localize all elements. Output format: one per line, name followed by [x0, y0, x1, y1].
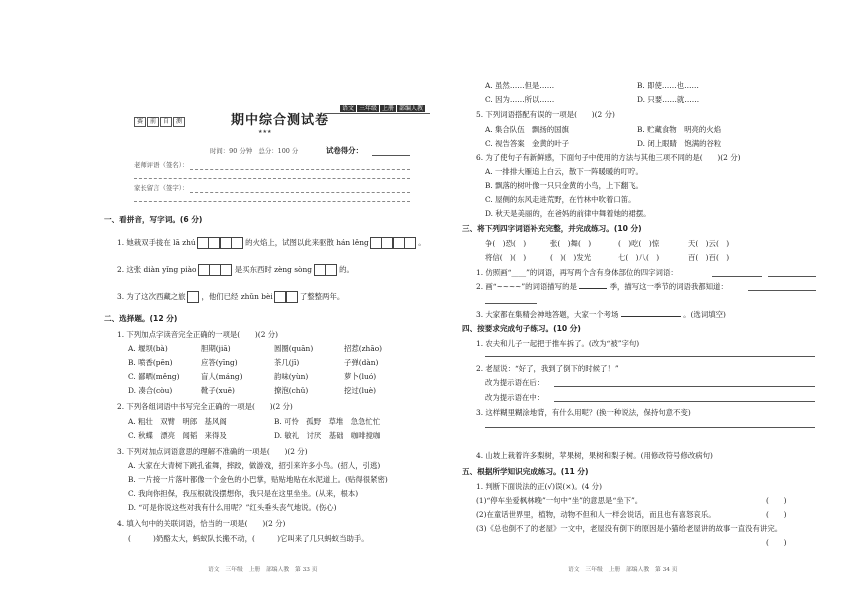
q-text: 3. 为了这次西藏之旅 — [117, 292, 186, 301]
option[interactable]: C. 屋侧的东风走进荒野，在竹林中吹着口笛。 — [485, 195, 636, 204]
tag: 语文 — [342, 105, 355, 112]
tag: 三年级 — [359, 105, 378, 112]
option[interactable]: 盲人(máng) — [201, 372, 243, 381]
option[interactable]: C. 视告答案 金黄的叶子 — [485, 139, 569, 148]
subject-badges — [134, 116, 186, 127]
option[interactable]: B. 可怜 孤野 草堆 急急忙忙 — [274, 417, 381, 426]
judgement-paren[interactable]: ( ) — [766, 496, 787, 505]
option[interactable]: 撩泡(chǔ) — [274, 386, 309, 395]
q2-4: 4. 填入句中的关联词语，恰当的一项是( )(2 分) — [117, 519, 286, 528]
char-grid[interactable] — [198, 237, 220, 249]
q4-2b: 改为提示语在中： — [485, 393, 545, 402]
answer-line[interactable] — [554, 386, 815, 387]
idiom[interactable]: 天( )云( ) — [688, 239, 730, 248]
option[interactable]: A. 一排排大雁追上白云，散下一阵暖暖的叮咛。 — [485, 167, 643, 176]
q-text: 2. 这张 diàn yǐng piào — [117, 265, 197, 274]
answer-line[interactable] — [485, 427, 815, 428]
q-text: 了整整两年。 — [299, 292, 345, 301]
idiom[interactable]: 争( )恐( ) — [485, 239, 527, 248]
option[interactable]: A. 大家在大青树下跳孔雀舞，摔跤，做游戏，招引来许多小鸟。(招人，引逃) — [128, 461, 381, 470]
answer-line[interactable] — [554, 401, 815, 402]
option[interactable]: 茶几(jī) — [274, 358, 300, 367]
q1-2 — [117, 264, 354, 276]
page-footer: 语文 三年级 上册 部编人教 第 34 页 — [568, 567, 678, 573]
q-text: 1. 她栽双手拢在 lā zhú — [117, 238, 196, 247]
option[interactable]: C. 我向你担保，我压根就没摆想你，我只是在这里坐坐。(从来，根本) — [128, 489, 359, 498]
q4-3: 3. 这样糊里糊涂地背，有什么用呢？(换一种说法，保持句意不变) — [476, 408, 691, 417]
judgement-item: (3)《总也倒不了的老屋》一文中，老屋没有倒下的原因是小猫给老屋讲的故事一直没有讲完。 — [476, 524, 783, 533]
option[interactable]: A. 堰坝(bà) — [128, 344, 168, 353]
judgement-paren[interactable]: ( ) — [766, 510, 787, 519]
tag: 上册 — [382, 105, 395, 112]
option[interactable]: A. 粗壮 双臂 明郎 基风阁 — [128, 417, 227, 426]
section-3-title: 三、将下列四字词语补充完整，并完成练习。(10 分) — [462, 224, 642, 233]
page-footer: 语文 三年级 上册 部编人教 第 33 页 — [208, 567, 318, 573]
answer-line[interactable] — [748, 290, 816, 291]
judgement-paren[interactable]: ( ) — [766, 538, 787, 547]
q2-5: 5. 下列词语搭配有误的一项是( )(2 分) — [476, 110, 615, 119]
char-grid[interactable] — [275, 291, 297, 303]
option[interactable]: 应答(yīng) — [201, 358, 238, 367]
option[interactable]: 招惹(zhāo) — [344, 344, 383, 353]
answer-blank[interactable] — [579, 288, 607, 289]
badge: 测 — [173, 117, 185, 127]
char-grid[interactable] — [371, 237, 393, 249]
option[interactable]: B. 飘落的树叶像一只只金黄的小鸟，上下翻飞。 — [485, 181, 643, 190]
badge: 赛 — [134, 117, 146, 127]
idiom[interactable]: 七( )八( ) — [618, 253, 660, 262]
option[interactable]: 韵味(yùn) — [274, 372, 309, 381]
option[interactable]: D. 凑合(còu) — [128, 386, 173, 395]
q-text: 。(选词填空) — [683, 310, 726, 319]
q-text: 2. 画“~~~~”的词语描写的是 — [476, 282, 577, 291]
idiom[interactable]: 百( )百( ) — [688, 253, 730, 262]
q-text: ，他们已经 zhǔn bèi — [201, 292, 273, 301]
q2-4-stem: ( )奶酪太大，蚂蚁队长搬不动，( )它叫来了几只蚂蚁当助手。 — [128, 534, 369, 543]
option[interactable]: 萝卜(luó) — [344, 372, 377, 381]
option[interactable]: C. 鄙晒(měng) — [128, 372, 180, 381]
grade-tags — [340, 103, 426, 113]
option[interactable]: B. 贮藏食物 明亮的火焰 — [637, 125, 722, 134]
option[interactable]: A. 虽然……但是…… — [485, 81, 555, 90]
section-5-title: 五、根据所学知识完成练习。(11 分) — [462, 467, 589, 476]
score-line[interactable] — [372, 155, 410, 156]
section-4-title: 四、按要求完成句子练习。(10 分) — [462, 324, 581, 333]
option[interactable]: D. 闭上眼睛 饱满的谷粒 — [637, 139, 722, 148]
q-text: 的火焰上，试图以此来驱散 hán lěng — [245, 238, 369, 247]
badge: 自 — [160, 117, 172, 127]
option[interactable]: B. 喷香(pēn) — [128, 358, 173, 367]
q4-1: 1. 农夫和儿子一起把于推车拆了。(改为“被”字句) — [476, 339, 640, 348]
option[interactable]: C. 因为……所以…… — [485, 95, 555, 104]
q3-2 — [476, 282, 728, 291]
option[interactable]: C. 秋蝶 漂亮 闻韬 来得及 — [128, 431, 227, 440]
idiom[interactable]: ( )吃( )惊 — [618, 239, 660, 248]
q2-6: 6. 为了使句子有新鲜感，下面句子中使用的方法与其他三项不同的是( )(2 分) — [476, 153, 741, 162]
page-title: 期中综合测试卷 — [231, 113, 330, 128]
q4-2: 2. 老屋说：“好了，我到了倒下的时候了！” — [476, 364, 619, 373]
parent-comment-label: 家长留言（签字）： — [134, 184, 189, 192]
option[interactable]: 挖过(luè) — [344, 386, 377, 395]
option[interactable]: D. 只要……就…… — [637, 95, 700, 104]
badge: 前 — [147, 117, 159, 127]
option[interactable]: B. 即使……也…… — [637, 81, 699, 90]
q3-1: 1. 仿照画“____”的词语，再写两个含有身体部位的四字词语： — [476, 268, 678, 277]
option[interactable]: 子弹(dàn) — [344, 358, 379, 367]
parent-comment-line[interactable] — [190, 192, 410, 193]
option[interactable]: 胆期(jiā) — [201, 344, 231, 353]
parent-comment-line[interactable] — [134, 201, 410, 202]
judgement-item: (1)“停车坐爱枫林晚”一句中“坐”的意思是“坐下”。 — [476, 496, 643, 505]
idiom[interactable]: ( )( )发光 — [550, 253, 592, 262]
exam-meta: 时间：90 分钟 总分：100 分 — [210, 147, 299, 155]
q2-1: 1. 下列加点字读音完全正确的一项是( )(2 分) — [117, 330, 279, 339]
char-grid[interactable] — [314, 264, 336, 276]
score-label: 试卷得分： — [326, 146, 363, 155]
option[interactable]: A. 集合队伍 飘扬的国旗 — [485, 125, 569, 134]
q1-1 — [117, 237, 426, 249]
q1-3 — [117, 291, 344, 303]
judgement-item: (2)在童话世界里，植物，动物不但和人一样会说话，而且也有喜怒哀乐。 — [476, 510, 716, 519]
option[interactable]: 圆圈(quān) — [274, 344, 314, 353]
section-1-title: 一、看拼音，写字词。(6 分) — [104, 215, 203, 224]
title-stamp: ★★★ — [258, 129, 272, 135]
q-text: 3. 大家都在集精会神地答题，大家一个考场 — [476, 310, 619, 319]
option[interactable]: 靴子(xuē) — [201, 386, 235, 395]
option[interactable]: B. 一片接一片落叶都像一个金色的小巴掌，贴贴地贴在水泥道上。(贴得很紧密) — [128, 475, 388, 484]
right-page — [430, 0, 860, 608]
answer-line[interactable] — [485, 303, 537, 304]
option[interactable]: D. 秋天是美丽的，在爸妈的前律中舞着她的裙摆。 — [485, 209, 651, 218]
q-text: 是买东西时 zèng sòng — [234, 265, 312, 274]
option[interactable]: D. “可是你说这些对我有什么用呢？”红头垂头丧气地说。(伤心) — [128, 503, 337, 512]
divider — [325, 113, 430, 114]
char-grid[interactable] — [220, 237, 242, 249]
idiom[interactable]: 将信( )( ) — [485, 253, 527, 262]
teacher-comment-label: 老师评语（签名）： — [134, 161, 189, 169]
q4-4: 4. 山坡上栽着许多梨树，苹果树，果树和梨子树。(用修改符号修改病句) — [476, 451, 713, 460]
char-grid[interactable] — [393, 237, 415, 249]
q5-1: 1. 判断下面说法的正(√)误(×)。(4 分) — [476, 482, 602, 491]
q2-3: 3. 下列对加点词语意思的理解不准确的一项是( )(2 分) — [117, 447, 308, 456]
answer-line[interactable] — [768, 276, 816, 277]
tag: 部编人教 — [399, 105, 424, 112]
answer-line[interactable] — [485, 356, 815, 357]
char-grid[interactable] — [199, 264, 233, 276]
q2-2: 2. 下列各组词语中书写完全正确的一项是( )(2 分) — [117, 402, 293, 411]
q-text: 的。 — [339, 265, 354, 274]
teacher-comment-line[interactable] — [190, 169, 410, 170]
q4-2a: 改为提示语在后： — [485, 378, 545, 387]
idiom[interactable]: 张( )舞( ) — [550, 239, 592, 248]
teacher-comment-line[interactable] — [134, 178, 410, 179]
section-2-title: 二、选择题。(12 分) — [104, 314, 178, 323]
q3-3 — [476, 310, 726, 319]
answer-line[interactable] — [712, 276, 762, 277]
option[interactable]: D. 敏礼 讨厌 基础 咖啡搅咖 — [274, 431, 381, 440]
char-grid[interactable] — [188, 291, 199, 303]
q-text: 季，描写这一季节的词语我都知道： — [609, 282, 728, 291]
answer-blank[interactable] — [621, 316, 681, 317]
q-text: 。 — [418, 238, 426, 247]
